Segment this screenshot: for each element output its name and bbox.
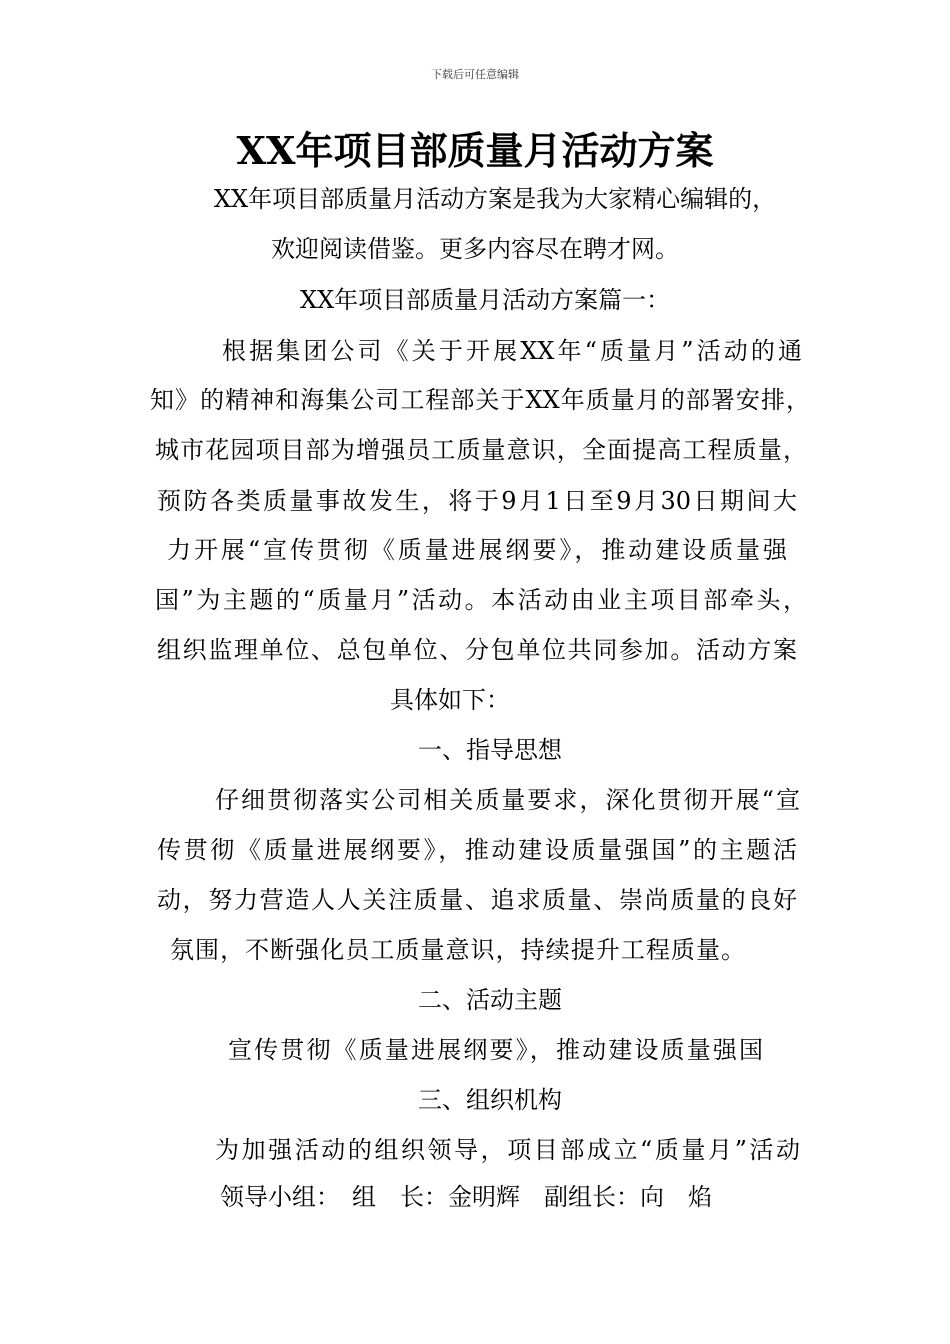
paragraph-line: 具体如下： [390,686,510,714]
intro-line-1: XX年项目部质量月活动方案是我为大家精心编辑的， [213,185,777,213]
heading-activity-theme: 二、活动主题 [418,986,562,1014]
section-heading-part1: XX年项目部质量月活动方案篇一： [300,286,671,314]
page-header: 下载后可任意编辑 [431,68,519,81]
heading-organization: 三、组织机构 [418,1086,562,1114]
paragraph-line: 国”为主题的“质量月”活动。本活动由业主项目部牵头， [155,586,807,614]
paragraph-line: 根据集团公司《关于开展XX年“质量月”活动的通 [222,337,802,365]
paragraph-line: 为加强活动的组织领导，项目部成立“质量月”活动 [215,1136,800,1164]
intro-line-2: 欢迎阅读借鉴。更多内容尽在聘才网。 [271,235,679,263]
paragraph-line: 组织监理单位、总包单位、分包单位共同参加。活动方案 [157,636,797,664]
paragraph-line: 预防各类质量事故发生，将于9月1日至9月30日期间大 [157,487,797,515]
paragraph-line: 传贯彻《质量进展纲要》，推动建设质量强国”的主题活 [157,836,797,864]
activity-theme-text: 宣传贯彻《质量进展纲要》，推动建设质量强国 [228,1036,763,1064]
paragraph-line: 动，努力营造人人关注质量、追求质量、崇尚质量的良好 [157,886,797,914]
leadership-group-line: 领导小组： 组 长：金明辉 副组长：向 焰 [220,1183,712,1211]
paragraph-line: 仔细贯彻落实公司相关质量要求，深化贯彻开展“宣 [215,786,800,814]
heading-guiding-ideology: 一、指导思想 [418,736,562,764]
document-title: XX年项目部质量月活动方案 [236,128,714,173]
paragraph-line: 力开展“宣传贯彻《质量进展纲要》，推动建设质量强 [167,536,787,564]
paragraph-line: 城市花园项目部为增强员工质量意识，全面提高工程质量， [155,436,807,464]
paragraph-line: 知》的精神和海集公司工程部关于XX年质量月的部署安排， [150,386,810,414]
paragraph-line: 氛围，不断强化员工质量意识，持续提升工程质量。 [170,936,745,964]
